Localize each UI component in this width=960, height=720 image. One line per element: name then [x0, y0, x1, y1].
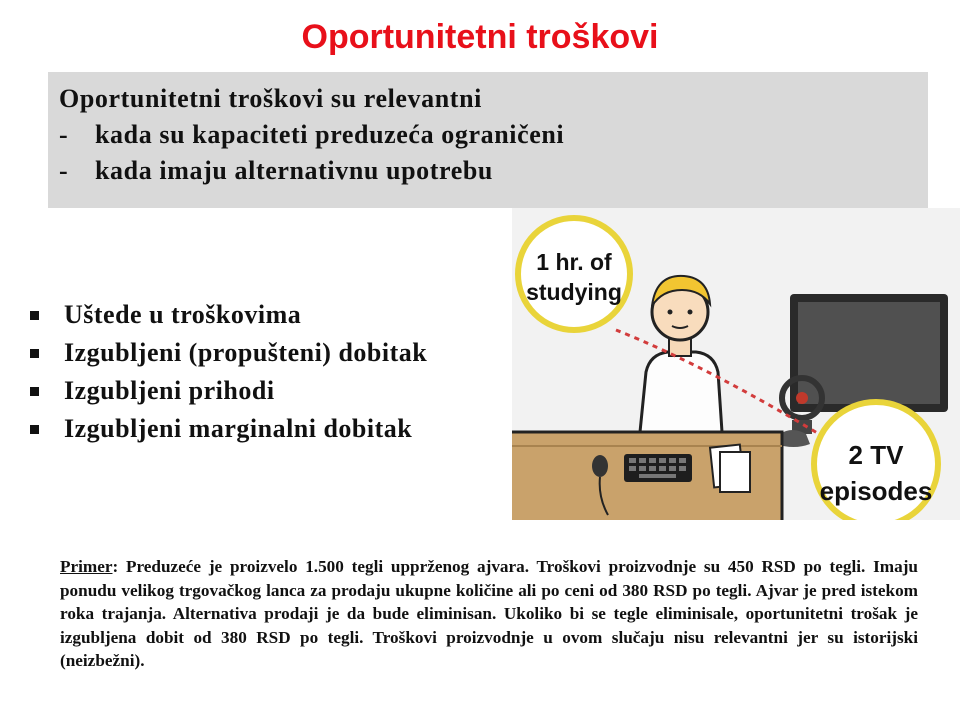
- box-item: [59, 120, 564, 150]
- box-item-text: kada imaju alternativnu upotrebu: [95, 156, 493, 185]
- highlight-box: [48, 72, 928, 208]
- bullet-text: Izgubljeni marginalni dobitak: [64, 414, 413, 443]
- bullet-item: [28, 336, 427, 374]
- bullet-text: Izgubljeni (propušteni) dobitak: [64, 338, 428, 367]
- box-item: [59, 156, 493, 186]
- square-bullet-icon: [30, 425, 39, 434]
- example-paragraph: [60, 555, 918, 673]
- bullet-list: [28, 298, 427, 450]
- example-label: Primer: [60, 557, 113, 576]
- box-item-text: kada su kapaciteti preduzeća ograničeni: [95, 120, 565, 149]
- bullet-item: [28, 412, 427, 450]
- keyboard-icon: [624, 454, 692, 482]
- bullet-item: [28, 298, 427, 336]
- bubble-tv-line1: 2 TV: [848, 440, 904, 470]
- square-bullet-icon: [30, 387, 39, 396]
- bubble-study-line1: 1 hr. of: [536, 249, 612, 275]
- bubble-study-line2: studying: [526, 279, 622, 305]
- dash-marker: -: [59, 156, 69, 185]
- box-heading: Oportunitetni troškovi su relevantni: [59, 84, 482, 113]
- bubble-study-time: [518, 218, 630, 330]
- bullet-text: Izgubljeni prihodi: [64, 376, 275, 405]
- bubble-tv-episodes: [814, 402, 938, 520]
- bullet-item: [28, 374, 427, 412]
- bubble-tv-line2: episodes: [819, 476, 933, 506]
- bullet-text: Uštede u troškovima: [64, 300, 302, 329]
- square-bullet-icon: [30, 349, 39, 358]
- dash-marker: -: [59, 120, 69, 149]
- papers-icon: [710, 445, 750, 492]
- slide-title: Oportunitetni troškovi: [301, 18, 659, 56]
- opportunity-cost-illustration: [512, 208, 960, 520]
- square-bullet-icon: [30, 311, 39, 320]
- example-text: : Preduzeće je proizvelo 1.500 tegli upprženog ajvara. Troškovi proizvodnje su 450 RSD po tegli. Imaju ponudu velikog trgovačkog lanca za prodaju ukupne količine ali po ceni od 380 RSD po tegli. Ajvar je pred istekom roka trajanja. Alternativa prodaji je da bude eliminisan. Ukoliko bi se tegle eliminisale, oportunitetni trošak je izgubljena dobit od 380 RSD po tegli. Troškovi proizvodnje u ovom slučaju nisu relevantni jer su istorijski (neizbežni).: [60, 557, 918, 670]
